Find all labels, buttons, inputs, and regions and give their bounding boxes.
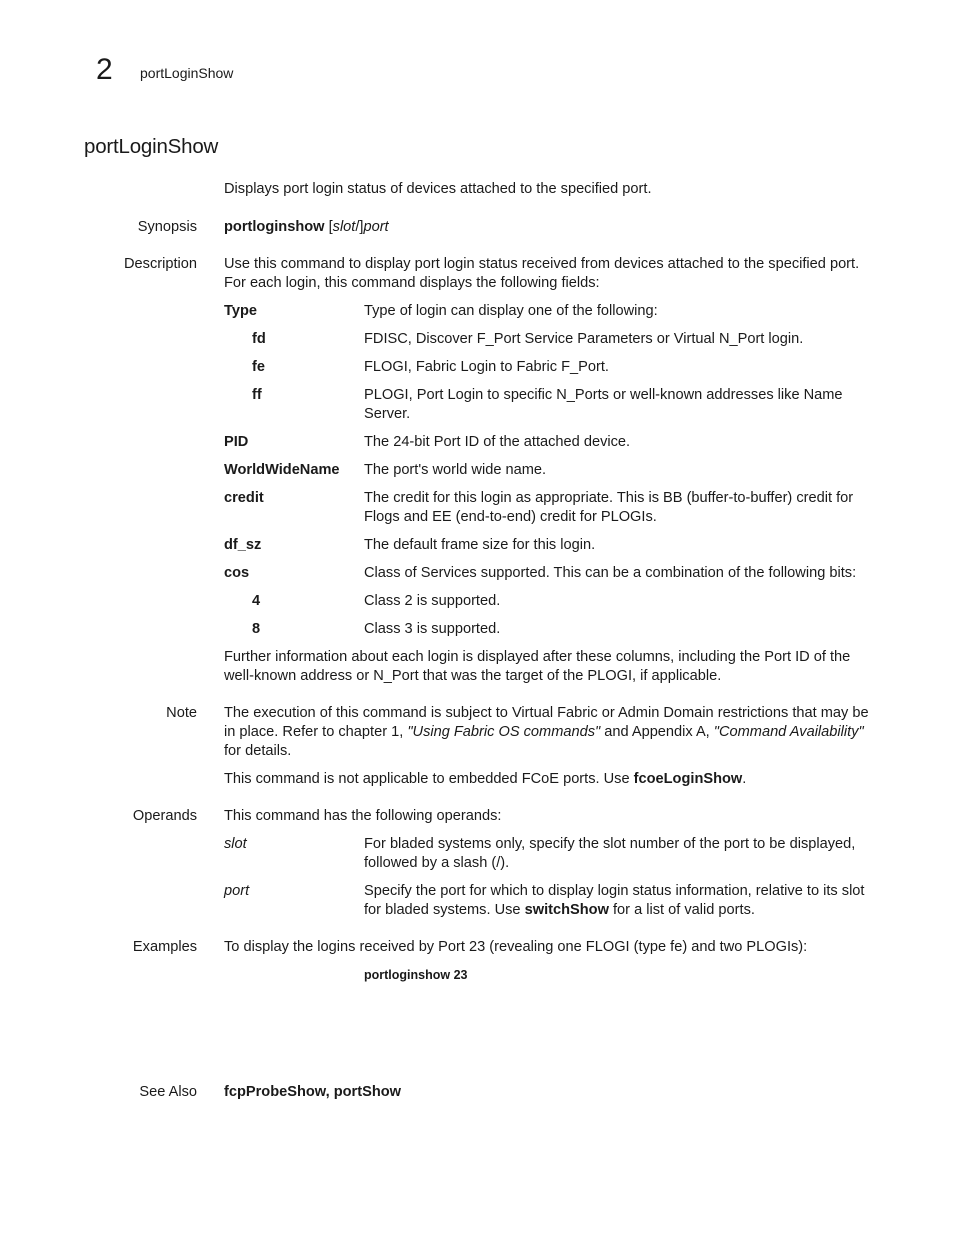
operand-def-port-command: switchShow xyxy=(524,901,609,918)
operand-term-slot: slot xyxy=(224,836,247,852)
field-term-fd: fd xyxy=(252,331,266,347)
note-paragraph-1 xyxy=(224,704,874,761)
note-text-b: and Appendix A, xyxy=(600,724,714,740)
field-def-4: Class 2 is supported. xyxy=(364,593,501,609)
note-paragraph-2 xyxy=(224,770,874,789)
operands-intro: This command has the following operands: xyxy=(224,808,502,824)
field-term-cos: cos xyxy=(224,565,250,581)
field-term-wwn: WorldWideName xyxy=(224,462,340,478)
examples-text: To display the logins received by Port 23 (revealing one FLOGI (type fe) and two PLOGIs): xyxy=(224,939,808,955)
see-also-text: fcpProbeShow, portShow xyxy=(224,1084,402,1100)
field-def-fe: FLOGI, Fabric Login to Fabric F_Port. xyxy=(364,359,609,375)
operand-def-port-a: Specify the port for which to display login status information, relative to its slot for bladed systems. Use xyxy=(364,883,865,918)
field-term-df-sz: df_sz xyxy=(224,537,262,553)
field-term-fe: fe xyxy=(252,359,265,375)
description-text: Use this command to display port login status received from devices attached to the specified port. For each login, this command displays the following fields: xyxy=(224,256,860,291)
field-term-8: 8 xyxy=(252,621,261,637)
operand-term-port: port xyxy=(224,883,250,899)
note-text-a: The execution of this command is subject to Virtual Fabric or Admin Domain restrictions that may be in place. Refer to chapter 1, xyxy=(224,705,869,740)
description-further: Further information about each login is displayed after these columns, including the Port ID of the well-known address or N_Port that was the target of the PLOGI, if applicable. xyxy=(224,649,851,684)
chapter-number: 2 xyxy=(96,53,113,86)
note-label: Note xyxy=(166,705,197,721)
description-label: Description xyxy=(124,256,197,272)
operands-label: Operands xyxy=(132,808,197,824)
field-term-pid: PID xyxy=(224,434,249,450)
synopsis-open-bracket: [ xyxy=(324,219,333,235)
operand-def-slot: For bladed systems only, specify the slot number of the port to be displayed, followed by a slash (/). xyxy=(364,836,856,871)
field-def-cos: Class of Services supported. This can be a combination of the following bits: xyxy=(364,565,857,581)
field-term-type: Type xyxy=(224,303,257,319)
synopsis-slash-bracket: /] xyxy=(355,219,364,235)
field-def-fd: FDISC, Discover F_Port Service Parameters or Virtual N_Port login. xyxy=(364,331,804,347)
note-p2-text-b: . xyxy=(742,771,747,787)
synopsis-port: port xyxy=(363,219,389,235)
synopsis-command: portloginshow xyxy=(224,219,325,235)
field-term-ff: ff xyxy=(252,387,262,403)
operand-def-port-b: for a list of valid ports. xyxy=(608,901,755,918)
synopsis-slot: slot xyxy=(332,219,356,235)
field-def-pid: The 24-bit Port ID of the attached device. xyxy=(364,434,631,450)
field-term-4: 4 xyxy=(252,593,261,609)
field-def-ff: PLOGI, Port Login to specific N_Ports or well-known addresses like Name Server. xyxy=(364,387,843,422)
note-p2-text-a: This command is not applicable to embedded FCoE ports. Use xyxy=(224,771,634,787)
field-def-8: Class 3 is supported. xyxy=(364,621,501,637)
note-p2-command: fcoeLoginShow xyxy=(633,771,743,787)
examples-label: Examples xyxy=(132,939,197,955)
field-def-df-sz: The default frame size for this login. xyxy=(364,537,596,553)
intro-text: Displays port login status of devices attached to the specified port. xyxy=(224,181,652,197)
field-def-wwn: The port's world wide name. xyxy=(364,462,547,478)
field-def-credit: The credit for this login as appropriate. This is BB (buffer-to-buffer) credit for Flogs and EE (end-to-end) credit for PLOGIs. xyxy=(364,490,854,525)
operand-def-port xyxy=(364,882,874,919)
field-def-type: Type of login can display one of the following: xyxy=(364,303,658,319)
note-ref-2: "Command Availability" xyxy=(713,724,864,740)
example-code: portloginshow 23 xyxy=(364,968,468,982)
synopsis-text xyxy=(224,218,874,237)
synopsis-label: Synopsis xyxy=(137,219,197,235)
see-also-label: See Also xyxy=(139,1084,197,1100)
note-text-c: for details. xyxy=(224,743,292,759)
note-ref-1: "Using Fabric OS commands" xyxy=(407,724,601,740)
field-term-credit: credit xyxy=(224,490,264,506)
page-title: portLoginShow xyxy=(84,135,219,158)
running-head: portLoginShow xyxy=(140,65,234,81)
